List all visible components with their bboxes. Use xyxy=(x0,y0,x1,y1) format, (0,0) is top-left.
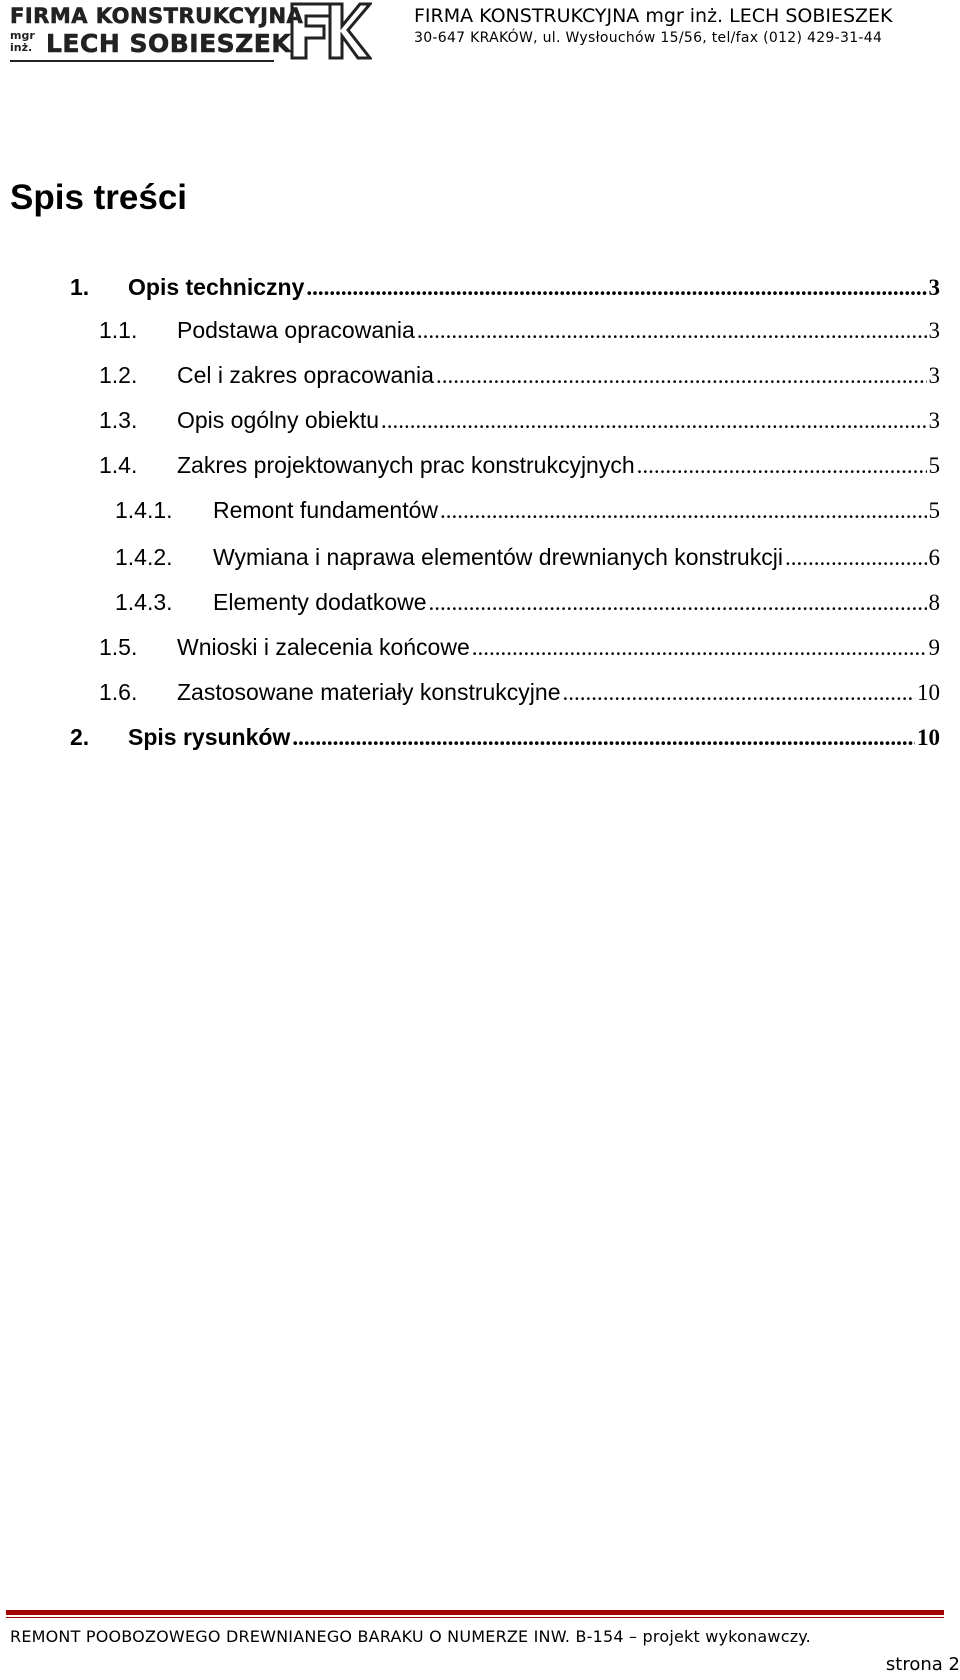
toc-entry-number: 1.4.1. xyxy=(115,497,173,523)
toc-entry-number: 1.3. xyxy=(99,407,138,433)
toc-entry-number: 1. xyxy=(70,274,90,300)
toc-entry-page: 5 xyxy=(928,453,940,478)
toc-entry-number: 1.1. xyxy=(99,317,138,343)
footer-divider-thin xyxy=(6,1617,944,1618)
logo-owner-name: LECH SOBIESZEK xyxy=(46,29,292,58)
logo-title: mgr inż. xyxy=(10,29,35,54)
footer-divider xyxy=(6,1610,944,1615)
toc-entry[interactable] xyxy=(115,493,940,527)
logo-company-name: FIRMA KONSTRUKCYJNA xyxy=(10,4,304,28)
toc-dot-leader xyxy=(436,359,927,392)
toc-dot-leader xyxy=(563,676,916,709)
fk-logo-icon xyxy=(290,2,372,60)
toc-dot-leader xyxy=(417,314,927,347)
toc-entry-label: Zakres projektowanych prac konstrukcyjnych xyxy=(177,452,635,478)
toc-entry-page: 5 xyxy=(928,498,940,523)
toc-entry-label: Remont fundamentów xyxy=(213,497,439,523)
toc-entry-label: Wymiana i naprawa elementów drewnianych konstrukcji xyxy=(213,544,783,570)
toc-entry-number: 2. xyxy=(70,724,90,750)
toc-entry[interactable] xyxy=(115,540,940,574)
toc-entry-page: 6 xyxy=(928,545,940,570)
toc-dot-leader xyxy=(306,271,926,304)
toc-entry-number: 1.6. xyxy=(99,679,138,705)
page-number: strona 2 xyxy=(885,1654,960,1675)
toc-entry-number: 1.4.3. xyxy=(115,589,173,615)
toc-dot-leader xyxy=(637,449,927,482)
page-header xyxy=(0,0,960,70)
toc-entry-number: 1.4.2. xyxy=(115,544,173,570)
toc-entry[interactable] xyxy=(99,630,940,664)
toc-entry-label: Podstawa opracowania xyxy=(177,317,415,343)
toc-entry[interactable] xyxy=(99,675,940,709)
toc-dot-leader xyxy=(381,404,926,437)
toc-entry[interactable] xyxy=(99,313,940,347)
toc-entry-number: 1.5. xyxy=(99,634,138,660)
company-contact xyxy=(414,4,954,48)
toc-entry[interactable] xyxy=(99,358,940,392)
toc-entry-page: 10 xyxy=(917,680,940,705)
toc-entry-label: Zastosowane materiały konstrukcyjne xyxy=(177,679,561,705)
toc-entry-page: 10 xyxy=(917,725,940,750)
toc-dot-leader xyxy=(785,541,927,574)
toc-entry-page: 3 xyxy=(928,363,940,388)
toc-entry-label: Elementy dodatkowe xyxy=(213,589,427,615)
toc-entry[interactable] xyxy=(99,403,940,437)
toc-entry[interactable] xyxy=(99,448,940,482)
logo-owner-block xyxy=(10,29,292,62)
toc-entry-page: 3 xyxy=(928,275,940,300)
toc-dot-leader xyxy=(440,494,926,527)
toc-entry-label: Cel i zakres opracowania xyxy=(177,362,434,388)
toc-entry[interactable] xyxy=(70,270,940,304)
toc-dot-leader xyxy=(429,586,927,619)
toc-entry-label: Spis rysunków xyxy=(128,724,291,750)
toc-entry-page: 3 xyxy=(928,318,940,343)
toc-dot-leader xyxy=(292,721,915,754)
company-name-line: FIRMA KONSTRUKCYJNA mgr inż. LECH SOBIESZEK xyxy=(414,5,893,27)
company-address-line: 30-647 KRAKÓW, ul. Wysłouchów 15/56, tel/fax (012) 429-31-44 xyxy=(414,30,883,46)
footer-project-title: REMONT POOBOZOWEGO DREWNIANEGO BARAKU O NUMERZE INW. B-154 – projekt wykonawczy. xyxy=(10,1627,811,1646)
toc-entry-page: 8 xyxy=(928,590,940,615)
toc-entry-page: 3 xyxy=(928,408,940,433)
toc-entry[interactable] xyxy=(70,720,940,754)
toc-entry[interactable] xyxy=(115,585,940,619)
toc-dot-leader xyxy=(472,631,927,664)
company-logo xyxy=(10,4,304,60)
toc-entry-number: 1.2. xyxy=(99,362,138,388)
toc-entry-label: Opis techniczny xyxy=(128,274,305,300)
toc-entry-number: 1.4. xyxy=(99,452,138,478)
toc-entry-label: Opis ogólny obiektu xyxy=(177,407,380,433)
toc-title: Spis treści xyxy=(10,178,188,217)
toc-entry-label: Wnioski i zalecenia końcowe xyxy=(177,634,470,660)
toc-entry-page: 9 xyxy=(928,635,940,660)
